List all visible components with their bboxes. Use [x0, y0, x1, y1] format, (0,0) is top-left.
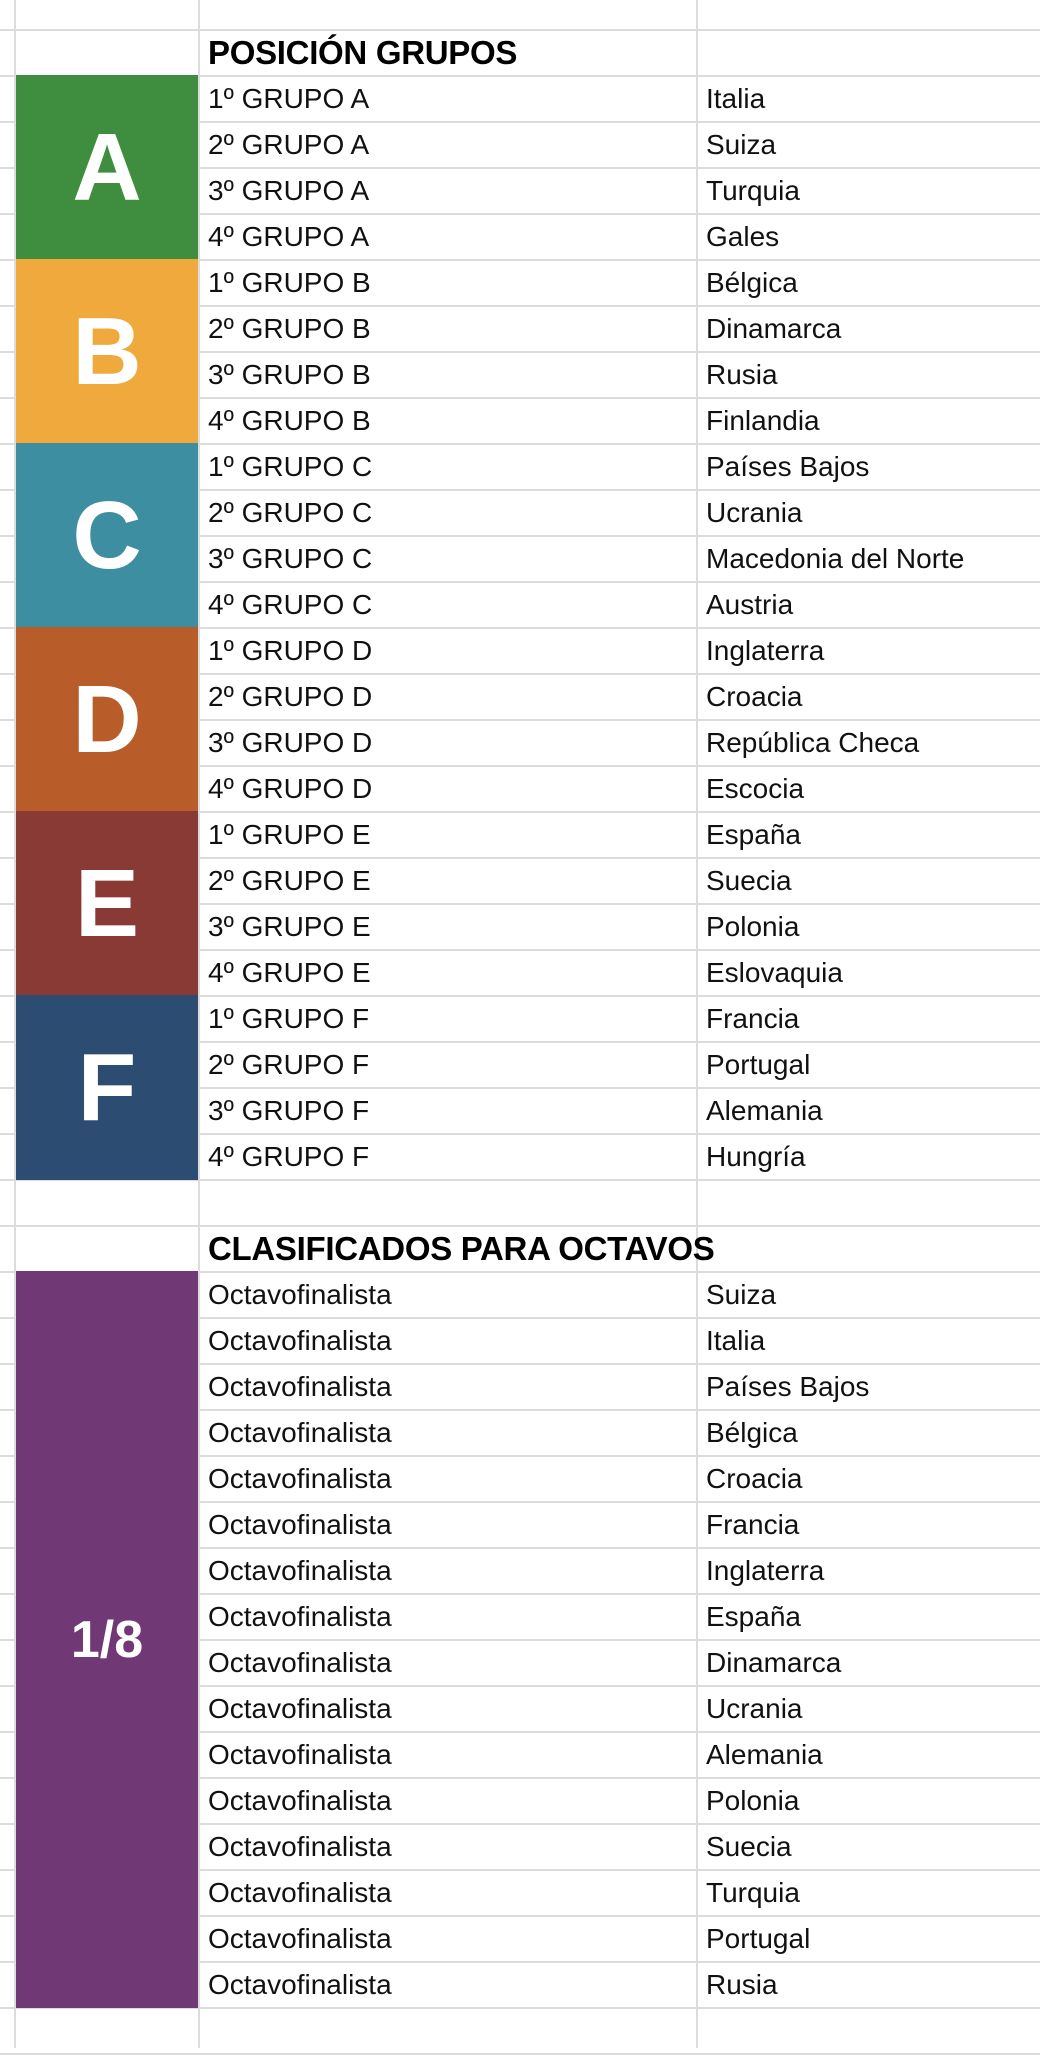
team-name-cell[interactable]: España — [706, 1601, 801, 1632]
team-name-cell[interactable]: Bélgica — [706, 267, 798, 298]
group-position-cell[interactable]: 2º GRUPO B — [208, 313, 371, 344]
team-name-cell[interactable]: Rusia — [706, 1969, 778, 2000]
group-position-cell[interactable]: 2º GRUPO E — [208, 865, 371, 896]
team-name-cell[interactable]: Bélgica — [706, 1417, 798, 1448]
column-divider — [696, 0, 698, 2048]
team-name-cell[interactable]: Croacia — [706, 1463, 803, 1494]
group-letter: F — [77, 1033, 137, 1141]
team-name-cell[interactable]: Polonia — [706, 1785, 800, 1816]
team-name-cell[interactable]: Suiza — [706, 1279, 777, 1310]
group-position-cell[interactable]: 3º GRUPO A — [208, 175, 370, 206]
group-position-cell[interactable]: 4º GRUPO D — [208, 773, 373, 804]
octavofinalista-cell[interactable]: Octavofinalista — [208, 1785, 392, 1816]
team-name-cell[interactable]: Rusia — [706, 359, 778, 390]
group-position-cell[interactable]: 4º GRUPO A — [208, 221, 370, 252]
team-name-cell[interactable]: Países Bajos — [706, 1371, 870, 1402]
octavofinalista-cell[interactable]: Octavofinalista — [208, 1279, 392, 1310]
column-divider — [198, 0, 200, 2048]
group-block-d — [16, 627, 198, 812]
octavofinalista-cell[interactable]: Octavofinalista — [208, 1693, 392, 1724]
team-name-cell[interactable]: Suecia — [706, 865, 792, 896]
octavofinalista-cell[interactable]: Octavofinalista — [208, 1831, 392, 1862]
octavofinalista-cell[interactable]: Octavofinalista — [208, 1877, 392, 1908]
team-name-cell[interactable]: Suecia — [706, 1831, 792, 1862]
team-name-cell[interactable]: Polonia — [706, 911, 800, 942]
group-position-cell[interactable]: 2º GRUPO D — [208, 681, 373, 712]
octavofinalista-cell[interactable]: Octavofinalista — [208, 1739, 392, 1770]
group-block-f — [16, 995, 198, 1180]
group-position-cell[interactable]: 1º GRUPO E — [208, 819, 371, 850]
group-position-cell[interactable]: 4º GRUPO B — [208, 405, 371, 436]
team-name-cell[interactable]: Escocia — [706, 773, 805, 804]
team-name-cell[interactable]: Ucrania — [706, 1693, 803, 1724]
team-name-cell[interactable]: República Checa — [706, 727, 920, 758]
team-name-cell[interactable]: Gales — [706, 221, 780, 252]
team-name-cell[interactable]: Países Bajos — [706, 451, 870, 482]
group-position-cell[interactable]: 4º GRUPO C — [208, 589, 373, 620]
group-position-cell[interactable]: 3º GRUPO E — [208, 911, 371, 942]
section-title-posicion-grupos[interactable]: POSICIÓN GRUPOS — [208, 34, 518, 71]
team-name-cell[interactable]: Turquia — [706, 175, 800, 206]
group-position-cell[interactable]: 2º GRUPO F — [208, 1049, 370, 1080]
group-letter: D — [72, 665, 142, 773]
team-name-cell[interactable]: Ucrania — [706, 497, 803, 528]
group-position-cell[interactable]: 3º GRUPO F — [208, 1095, 370, 1126]
team-name-cell[interactable]: Hungría — [706, 1141, 806, 1172]
octavofinalista-cell[interactable]: Octavofinalista — [208, 1647, 392, 1678]
group-position-cell[interactable]: 4º GRUPO E — [208, 957, 371, 988]
team-name-cell[interactable]: España — [706, 819, 801, 850]
group-block-a — [16, 75, 198, 260]
group-letter: C — [72, 481, 142, 589]
octavofinalista-cell[interactable]: Octavofinalista — [208, 1417, 392, 1448]
team-name-cell[interactable]: Inglaterra — [706, 1555, 825, 1586]
octavofinalista-cell[interactable]: Octavofinalista — [208, 1463, 392, 1494]
team-name-cell[interactable]: Francia — [706, 1509, 800, 1540]
team-name-cell[interactable]: Finlandia — [706, 405, 820, 436]
team-name-cell[interactable]: Croacia — [706, 681, 803, 712]
group-letter: E — [74, 849, 140, 957]
group-letter: B — [72, 297, 142, 405]
octavofinalista-cell[interactable]: Octavofinalista — [208, 1601, 392, 1632]
group-position-cell[interactable]: 1º GRUPO F — [208, 1003, 370, 1034]
team-name-cell[interactable]: Turquia — [706, 1877, 800, 1908]
group-position-cell[interactable]: 1º GRUPO A — [208, 83, 370, 114]
octavofinalista-cell[interactable]: Octavofinalista — [208, 1555, 392, 1586]
octavos-block — [16, 1271, 198, 2008]
team-name-cell[interactable]: Francia — [706, 1003, 800, 1034]
group-position-cell[interactable]: 1º GRUPO D — [208, 635, 373, 666]
team-name-cell[interactable]: Portugal — [706, 1049, 811, 1080]
group-position-cell[interactable]: 4º GRUPO F — [208, 1141, 370, 1172]
group-position-cell[interactable]: 1º GRUPO C — [208, 451, 373, 482]
team-name-cell[interactable]: Dinamarca — [706, 1647, 842, 1678]
octavofinalista-cell[interactable]: Octavofinalista — [208, 1371, 392, 1402]
round-label: 1/8 — [70, 1610, 144, 1669]
group-position-cell[interactable]: 3º GRUPO B — [208, 359, 371, 390]
team-name-cell[interactable]: Suiza — [706, 129, 777, 160]
team-name-cell[interactable]: Italia — [706, 1325, 766, 1356]
team-name-cell[interactable]: Eslovaquia — [706, 957, 843, 988]
team-name-cell[interactable]: Austria — [706, 589, 794, 620]
group-block-c — [16, 443, 198, 628]
group-block-e — [16, 811, 198, 996]
group-position-cell[interactable]: 3º GRUPO D — [208, 727, 373, 758]
team-name-cell[interactable]: Inglaterra — [706, 635, 825, 666]
team-name-cell[interactable]: Alemania — [706, 1095, 823, 1126]
row-divider — [0, 29, 1040, 31]
group-position-cell[interactable]: 1º GRUPO B — [208, 267, 371, 298]
section-title-clasificados[interactable]: CLASIFICADOS PARA OCTAVOS — [208, 1230, 715, 1267]
team-name-cell[interactable]: Dinamarca — [706, 313, 842, 344]
octavofinalista-cell[interactable]: Octavofinalista — [208, 1325, 392, 1356]
group-block-b — [16, 259, 198, 444]
group-letter: A — [72, 113, 142, 221]
team-name-cell[interactable]: Italia — [706, 83, 766, 114]
team-name-cell[interactable]: Macedonia del Norte — [706, 543, 965, 574]
octavofinalista-cell[interactable]: Octavofinalista — [208, 1509, 392, 1540]
group-position-cell[interactable]: 2º GRUPO C — [208, 497, 373, 528]
group-position-cell[interactable]: 3º GRUPO C — [208, 543, 373, 574]
octavofinalista-cell[interactable]: Octavofinalista — [208, 1969, 392, 2000]
team-name-cell[interactable]: Alemania — [706, 1739, 823, 1770]
octavofinalista-cell[interactable]: Octavofinalista — [208, 1923, 392, 1954]
group-position-cell[interactable]: 2º GRUPO A — [208, 129, 370, 160]
team-name-cell[interactable]: Portugal — [706, 1923, 811, 1954]
